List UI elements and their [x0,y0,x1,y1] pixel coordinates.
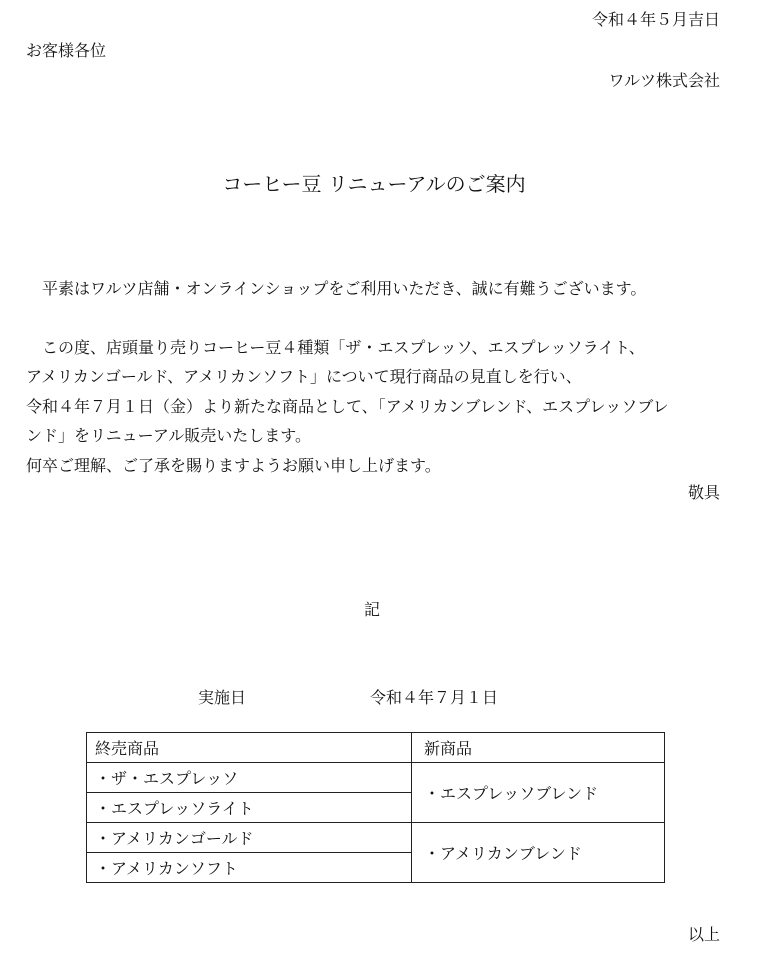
new-item: ・エスプレッソブレンド [412,763,665,823]
body-paragraph-2-line-2: アメリカンゴールド、アメリカンソフト」について現行商品の見直しを行い、 [26,367,582,386]
implementation-date-label: 実施日 [198,688,247,707]
new-item: ・アメリカンブレンド [412,823,665,883]
table-row [87,823,665,853]
ki-heading: 記 [364,600,381,619]
sender: ワルツ株式会社 [608,71,720,90]
body-paragraph-2-line-4: ンド」をリニューアル販売いたします。 [26,426,311,445]
column-header-new: 新商品 [412,733,665,763]
implementation-date-value: 令和４年７月１日 [370,688,499,707]
document-title: コーヒー豆 リニューアルのご案内 [222,172,526,196]
discontinued-item: ・エスプレッソライト [87,793,412,823]
body-paragraph-1: 平素はワルツ店舗・オンラインショップをご利用いただき、誠に有難うございます。 [26,279,647,298]
body-paragraph-2-line-1: この度、店頭量り売りコーヒー豆４種類「ザ・エスプレッソ、エスプレッソライト、 [26,337,645,357]
closing-keigu: 敬具 [687,483,720,502]
discontinued-item: ・ザ・エスプレッソ [87,763,412,793]
column-header-discontinued: 終売商品 [87,733,412,763]
issue-date: 令和４年５月吉日 [591,10,720,29]
table-header-row [87,733,665,763]
end-mark: 以上 [687,925,720,944]
discontinued-item: ・アメリカンゴールド [87,823,412,853]
discontinued-item: ・アメリカンソフト [87,853,412,883]
body-text [26,274,726,480]
body-paragraph-3: 何卒ご理解、ご了承を賜りますようお願い申し上げます。 [26,455,441,475]
recipient: お客様各位 [26,41,107,60]
product-table [86,732,665,883]
table-row [87,763,665,793]
body-paragraph-2-line-3: 令和４年７月１日（金）より新たな商品として、「アメリカンブレンド、エスプレッソブレ [26,396,669,416]
